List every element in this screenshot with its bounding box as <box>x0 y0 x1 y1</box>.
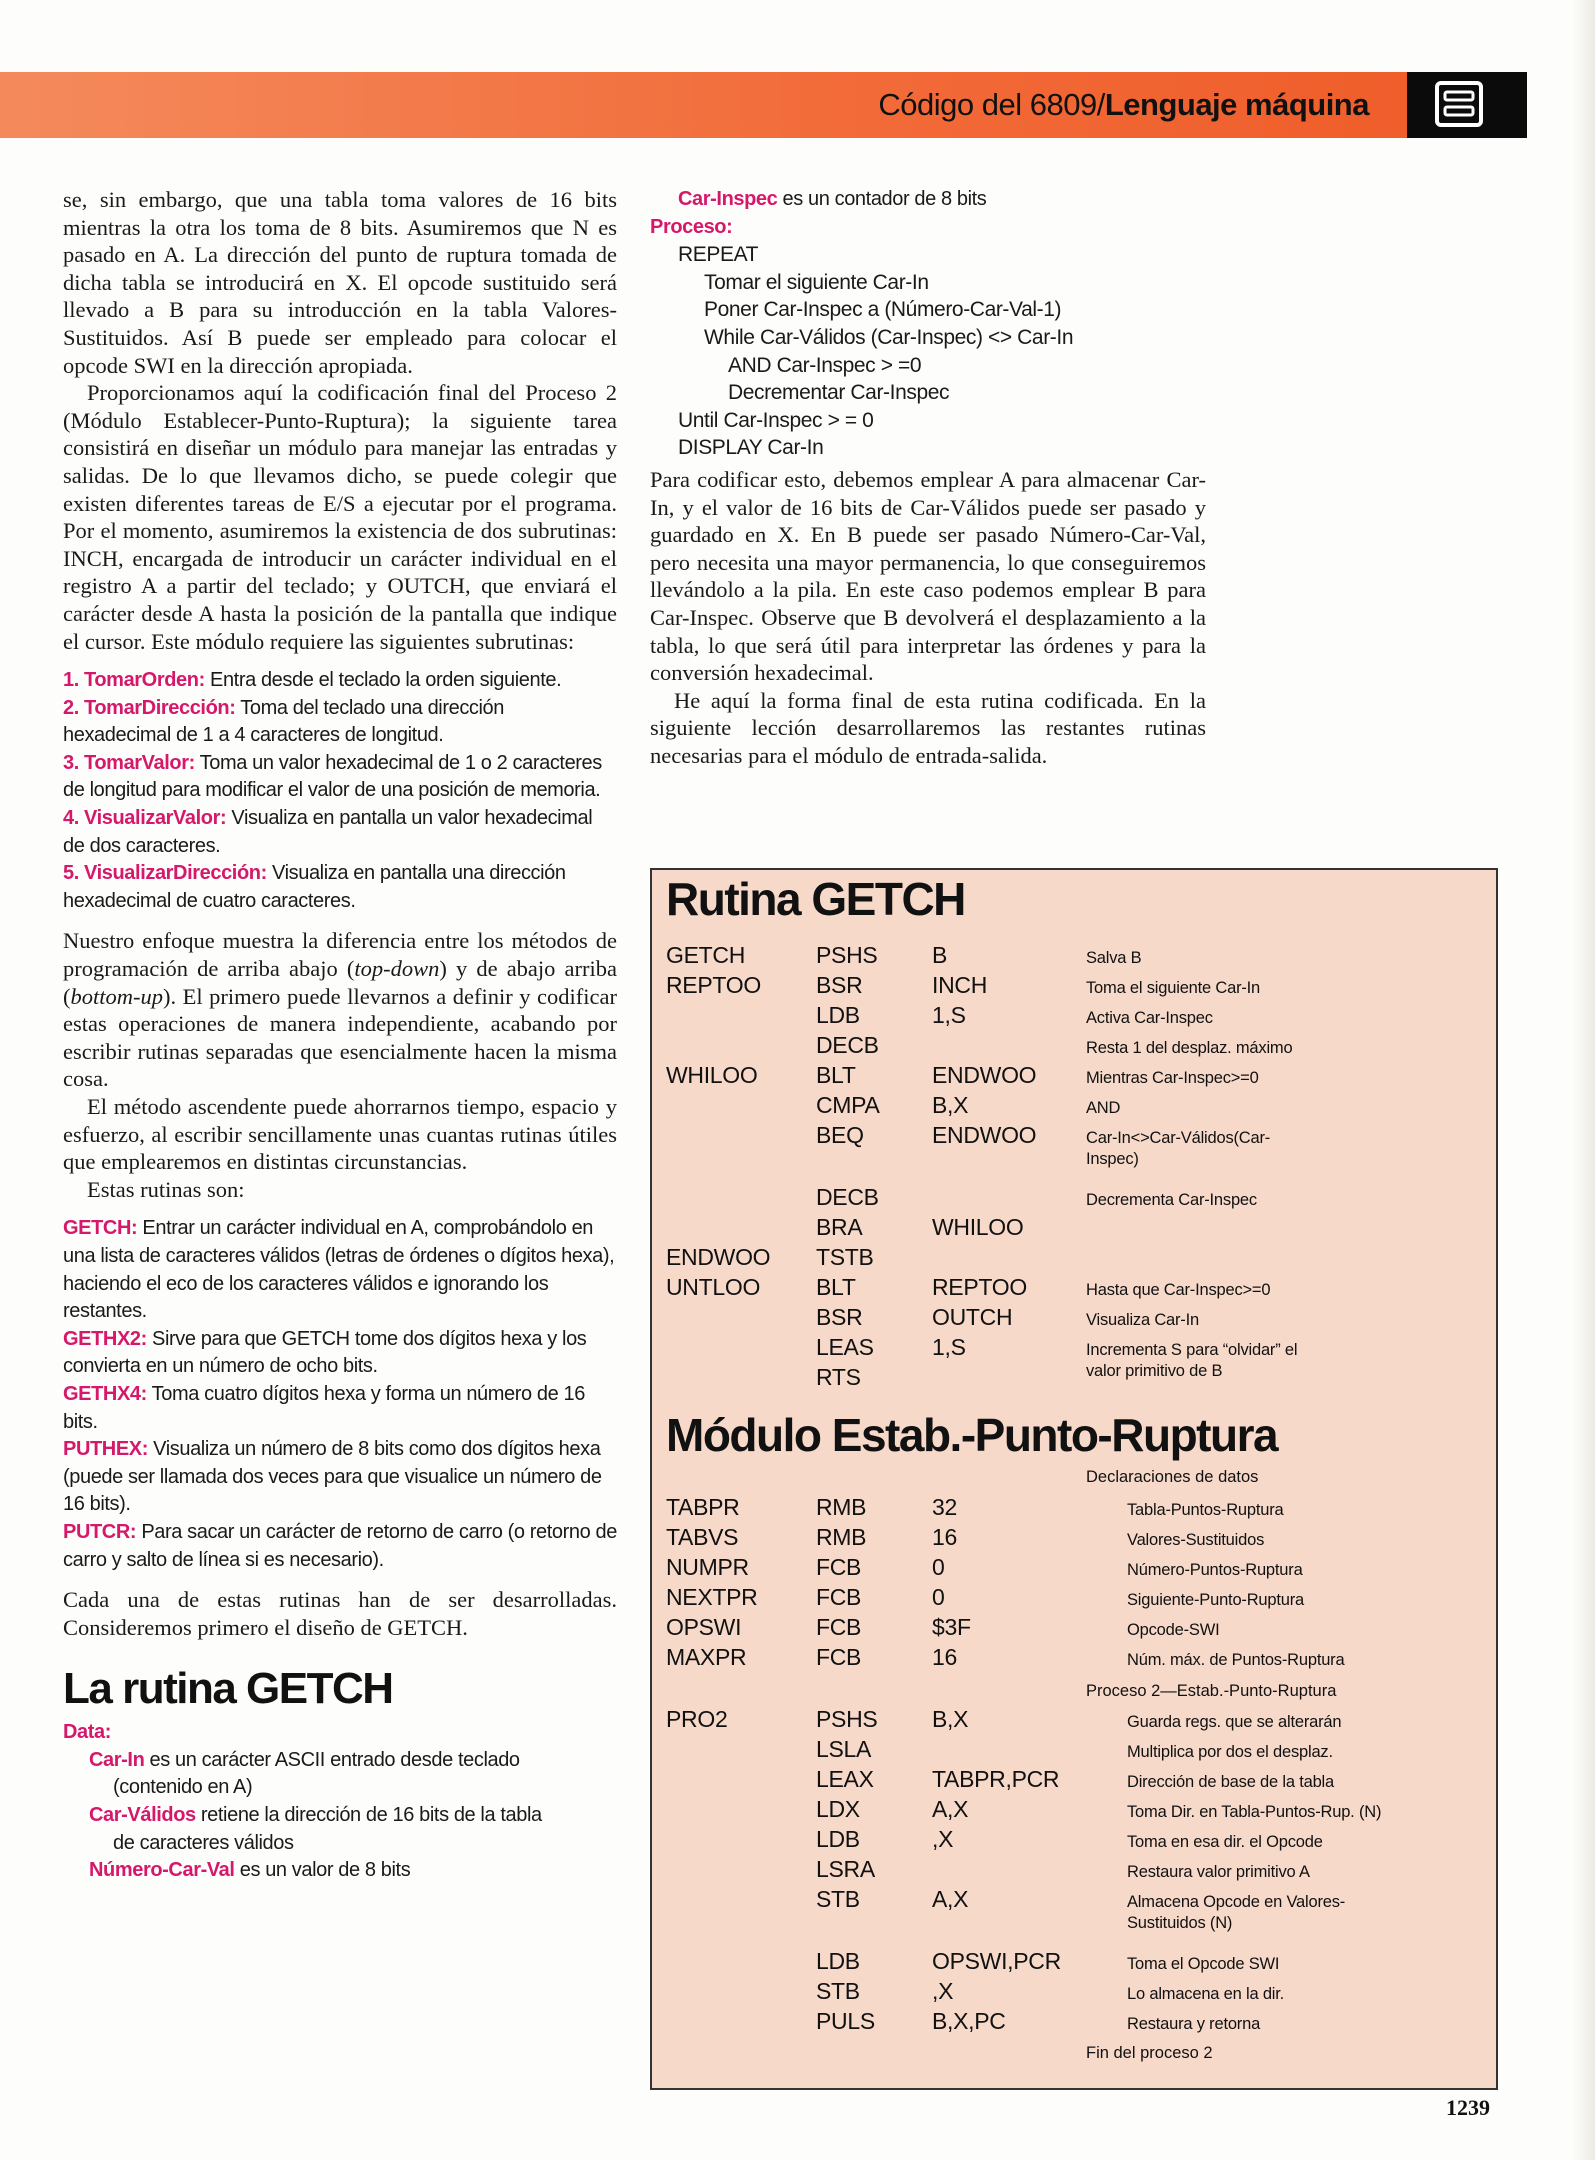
middle-column <box>650 186 1206 769</box>
para3-italic-2: bottom-up <box>70 983 163 1009</box>
routine-name-gethx4: GETHX4: <box>63 1382 147 1405</box>
subroutine-name-4: 4. VisualizarValor: <box>63 807 227 830</box>
code-arg: B <box>932 942 948 968</box>
proc-comment: Toma en esa dir. el Opcode <box>1127 1833 1323 1851</box>
proc-comment: Multiplica por dos el desplaz. <box>1127 1743 1333 1761</box>
routine-item-gethx4 <box>63 1381 617 1436</box>
para3-part-a: Nuestro enfoque muestra la diferencia entre los métodos de programación de arriba abajo ( <box>63 928 617 982</box>
code-arg: B,X <box>932 1092 969 1118</box>
page-spine-shadow <box>1572 0 1595 2160</box>
data-label-text: Data: <box>63 1721 112 1744</box>
para3-part-c: ). El primero puede llevarnos a definir y codificar estas operaciones de manera independiente, acabando por escribir rutinas separadas que esencialmente hacen la misma cosa. <box>63 983 617 1092</box>
code-label: GETCH <box>666 942 746 968</box>
subroutine-item-2 <box>63 695 617 750</box>
pseudo-line-2: Tomar el siguiente Car-In <box>704 270 929 294</box>
routine-text-puthex: Visualiza un número de 8 bits como dos dígitos hexa (puede ser llamada dos veces para que visualice un número de 16 bits). <box>63 1438 602 1516</box>
code-op: CMPA <box>816 1092 880 1118</box>
decl-op: FCB <box>816 1554 862 1580</box>
proc-op: STB <box>816 1886 860 1912</box>
code-arg: WHILOO <box>932 1214 1024 1240</box>
decl-comment: Opcode-SWI <box>1127 1621 1220 1639</box>
subroutine-item-5 <box>63 860 617 915</box>
left-para-4: El método ascendente puede ahorrarnos tiempo, espacio y esfuerzo, al escribir sencillamente unas cuantas rutinas útiles que emplearemos en distintas circunstancias. <box>63 1094 617 1175</box>
proc-arg: ,X <box>932 1826 954 1852</box>
code-label: WHILOO <box>666 1062 758 1088</box>
mid-para-1: Para codificar esto, debemos emplear A para almacenar Car-In, y el valor de 16 bits de Car-Válidos puede ser pasado y guardado en X. En B puede ser pasado Número-Car-Val, pero necesita una mayor permanencia, lo que conseguiremos llevándolo a la pila. En este caso podemos emplear B para Car-Inspec. Observe que B devolverá el desplazamiento a la tabla, lo que será útil para interpretar las órdenes y para la conversión hexadecimal. <box>650 466 1206 686</box>
proc-arg: OPSWI,PCR <box>932 1948 1061 1974</box>
data-item-car-in <box>89 1747 617 1775</box>
decl-arg: 0 <box>932 1554 945 1580</box>
pseudo-line-1: REPEAT <box>678 243 759 267</box>
routine-item-gethx2 <box>63 1326 617 1381</box>
proc-arg: A,X <box>932 1886 969 1912</box>
carinspec-name: Car-Inspec <box>678 188 778 210</box>
data-name-car-in: Car-In <box>89 1748 145 1771</box>
section-title: La rutina GETCH <box>63 1664 393 1714</box>
routine-name-putcr: PUTCR: <box>63 1520 137 1543</box>
proc-comment: Almacena Opcode en Valores-Sustituidos (N) <box>1127 1893 1346 1932</box>
left-para-6: Cada una de estas rutinas han de ser desarrolladas. Consideremos primero el diseño de GETCH. <box>63 1587 617 1640</box>
proceso-label-text: Proceso: <box>650 215 733 238</box>
routine-item-getch <box>63 1215 617 1325</box>
code-comment: Mientras Car-Inspec>=0 <box>1086 1069 1259 1087</box>
decl-comment: Tabla-Puntos-Ruptura <box>1127 1501 1284 1519</box>
subroutine-name-5: 5. VisualizarDirección: <box>63 862 267 885</box>
decl-op: FCB <box>816 1584 862 1610</box>
code-op: DECB <box>816 1032 879 1058</box>
routine-text-getch: Entrar un carácter individual en A, comprobándolo en una lista de caracteres válidos (letras de órdenes o dígitos hexa), haciendo el eco de los caracteres válidos e ignorando los restantes. <box>63 1217 615 1323</box>
subroutine-text-1: Entra desde el teclado la orden siguiente. <box>204 669 562 692</box>
data-label <box>63 1719 617 1747</box>
subroutine-text-2: Toma del teclado una dirección hexadecimal de 1 a 4 caracteres de longitud. <box>63 696 505 747</box>
decl-label: OPSWI <box>666 1614 742 1640</box>
code-arg: REPTOO <box>932 1274 1027 1300</box>
para3-italic-1: top-down <box>354 956 440 982</box>
data-item-numero-car-val <box>89 1857 617 1885</box>
code-box <box>650 868 1498 2090</box>
pseudocode <box>650 241 1206 462</box>
decl-arg: 32 <box>932 1494 957 1520</box>
code-op: BSR <box>816 972 863 998</box>
code-comment: AND <box>1086 1099 1121 1117</box>
pseudo-line-3: Poner Car-Inspec a (Número-Car-Val-1) <box>704 298 1062 322</box>
code-op: BLT <box>816 1274 856 1300</box>
decl-comment: Número-Puntos-Ruptura <box>1127 1561 1303 1579</box>
data-list <box>63 1747 617 1885</box>
pseudo-line-8: DISPLAY Car-In <box>678 436 824 460</box>
decl-op: FCB <box>816 1614 862 1640</box>
decl-op: FCB <box>816 1644 862 1670</box>
proceso-label <box>650 214 1206 242</box>
pseudo-line-6: Decrementar Car-Inspec <box>728 381 950 405</box>
subroutine-list <box>63 667 617 915</box>
code-op: BLT <box>816 1062 856 1088</box>
routine-name-getch: GETCH: <box>63 1217 138 1240</box>
code-op: BEQ <box>816 1122 864 1148</box>
decl-label: NEXTPR <box>666 1584 758 1610</box>
proc-arg: TABPR,PCR <box>932 1766 1060 1792</box>
decl-comment: Valores-Sustituidos <box>1127 1531 1265 1549</box>
code-arg: INCH <box>932 972 988 998</box>
routine-text-putcr: Para sacar un carácter de retorno de carro (o retorno de carro y salto de línea si es necesario). <box>63 1520 617 1571</box>
subroutine-name-3: 3. TomarValor: <box>63 751 195 774</box>
code-op: BSR <box>816 1304 863 1330</box>
code-title-getch: Rutina GETCH <box>666 873 965 925</box>
decl-comment: Siguiente-Punto-Ruptura <box>1127 1591 1305 1609</box>
code-comment: Hasta que Car-Inspec>=0 <box>1086 1281 1271 1299</box>
page-number: 1239 <box>1446 2095 1490 2120</box>
subroutine-name-2: 2. TomarDirección: <box>63 696 236 719</box>
data-name-car-validos: Car-Válidos <box>89 1804 196 1827</box>
code-op: LDB <box>816 1002 860 1028</box>
code-title-module: Módulo Estab.-Punto-Ruptura <box>666 1409 1278 1461</box>
header-bold: Lenguaje máquina <box>1104 87 1369 122</box>
proc-comment: Lo almacena en la dir. <box>1127 1985 1285 2003</box>
proc-comment: Dirección de base de la tabla <box>1127 1773 1335 1791</box>
proc-op: LDX <box>816 1796 860 1822</box>
proc-comment: Restaura valor primitivo A <box>1127 1863 1310 1881</box>
decl-arg: 16 <box>932 1524 957 1550</box>
code-arg: 1,S <box>932 1334 966 1360</box>
code-label: ENDWOO <box>666 1244 771 1270</box>
process-header: Proceso 2—Estab.-Punto-Ruptura <box>1086 1682 1337 1700</box>
code-comment: Car-In<>Car-Válidos(Car-Inspec) <box>1086 1129 1271 1168</box>
routine-text-gethx4: Toma cuatro dígitos hexa y forma un número de 16 bits. <box>63 1382 585 1433</box>
decl-arg: 16 <box>932 1644 957 1670</box>
decl-op: RMB <box>816 1524 867 1550</box>
left-para-5: Estas rutinas son: <box>87 1176 245 1202</box>
subroutine-item-3 <box>63 750 617 805</box>
code-comment: Salva B <box>1086 949 1142 967</box>
code-op: RTS <box>816 1364 861 1390</box>
left-para-3 <box>63 927 617 1093</box>
decl-label: NUMPR <box>666 1554 749 1580</box>
subroutine-item-1 <box>63 667 617 695</box>
data-cont-car-in: (contenido en A) <box>113 1776 253 1799</box>
para3-part-b: ) y de abajo arriba ( <box>63 956 617 1009</box>
code-op: PSHS <box>816 942 878 968</box>
proc-arg: A,X <box>932 1796 969 1822</box>
routine-list <box>63 1215 617 1574</box>
code-op: TSTB <box>816 1244 874 1270</box>
data-cont-car-validos: de caracteres válidos <box>113 1831 294 1854</box>
routine-text-gethx2: Sirve para que GETCH tome dos dígitos hexa y los convierta en un número de ocho bits. <box>63 1327 587 1378</box>
code-op: BRA <box>816 1214 863 1240</box>
routine-name-puthex: PUTHEX: <box>63 1438 148 1461</box>
code-comment: Incrementa S para “olvidar” el valor primitivo de B <box>1086 1341 1298 1380</box>
subroutine-item-4 <box>63 805 617 860</box>
proc-op: LEAX <box>816 1766 874 1792</box>
code-op: DECB <box>816 1184 879 1210</box>
proc-label: PRO2 <box>666 1706 728 1732</box>
proc-arg: ,X <box>932 1978 954 2004</box>
data-text-numero-car-val: es un valor de 8 bits <box>234 1859 411 1882</box>
code-arg: ENDWOO <box>932 1062 1037 1088</box>
data-name-numero-car-val: Número-Car-Val <box>89 1859 235 1882</box>
routine-item-putcr <box>63 1519 617 1574</box>
subroutine-text-5: Visualiza en pantalla una dirección hexadecimal de cuatro caracteres. <box>63 862 566 912</box>
decl-label: MAXPR <box>666 1644 747 1670</box>
proc-op: LSLA <box>816 1736 872 1762</box>
proc-op: LDB <box>816 1826 860 1852</box>
decl-label: TABPR <box>666 1494 740 1520</box>
process-end-label: Fin del proceso 2 <box>1086 2044 1213 2062</box>
mid-para-2: He aquí la forma final de esta rutina codificada. En la siguiente lección desarrollaremos las restantes rutinas necesarias para el módulo de entrada-salida. <box>650 687 1206 768</box>
code-arg: OUTCH <box>932 1304 1013 1330</box>
routine-name-gethx2: GETHX2: <box>63 1327 147 1350</box>
pseudo-line-7: Until Car-Inspec > = 0 <box>678 408 874 432</box>
code-op: LEAS <box>816 1334 874 1360</box>
pseudo-line-5: AND Car-Inspec > =0 <box>728 353 922 377</box>
code-label: REPTOO <box>666 972 761 998</box>
routine-item-puthex <box>63 1436 617 1519</box>
data-text-car-in: es un carácter ASCII entrado desde teclado <box>144 1748 520 1771</box>
code-arg: 1,S <box>932 1002 966 1028</box>
code-comment: Activa Car-Inspec <box>1086 1009 1213 1027</box>
data-text-car-validos: retiene la dirección de 16 bits de la tabla <box>195 1804 542 1827</box>
decl-arg: $3F <box>932 1614 971 1640</box>
proc-comment: Guarda regs. que se alterarán <box>1127 1713 1342 1731</box>
subroutine-text-4: Visualiza en pantalla un valor hexadecimal de dos caracteres. <box>63 807 593 857</box>
subroutine-name-1: 1. TomarOrden: <box>63 669 205 692</box>
code-arg: ENDWOO <box>932 1122 1037 1148</box>
proc-arg: B,X,PC <box>932 2008 1006 2034</box>
code-comment: Decrementa Car-Inspec <box>1086 1191 1257 1209</box>
proc-op: LDB <box>816 1948 860 1974</box>
proc-comment: Toma Dir. en Tabla-Puntos-Rup. (N) <box>1127 1803 1382 1821</box>
left-column <box>63 186 617 1885</box>
left-para-2: Proporcionamos aquí la codificación final del Proceso 2 (Módulo Establecer-Punto-Ruptura); la siguiente tarea consistirá en diseñar un módulo para manejar las entradas y salidas. De lo que llevamos dicho, se puede colegir que existen diferentes tareas de E/S a ejecutar por el programa. Por el momento, asumiremos la existencia de dos subrutinas: INCH, encargada de introducir un carácter individual en el registro A a partir del teclado; y OUTCH, que enviará el carácter desde A hasta la posición de la pantalla que indique el cursor. Este módulo requiere las siguientes subrutinas: <box>63 380 617 654</box>
code-comment: Resta 1 del desplaz. máximo <box>1086 1039 1293 1057</box>
proc-op: STB <box>816 1978 860 2004</box>
decl-arg: 0 <box>932 1584 945 1610</box>
proc-comment: Restaura y retorna <box>1127 2015 1261 2033</box>
proc-op: PULS <box>816 2008 875 2034</box>
proc-op: PSHS <box>816 1706 878 1732</box>
left-para-1: se, sin embargo, que una tabla toma valores de 16 bits mientras la otra los toma de 8 bits. Asumiremos que N es pasado en A. La dirección del punto de ruptura tomada de dicha tabla se introducirá en X. El opcode sustituido será llevado a B para su introducción en la tabla Valores-Sustituidos. Así B puede ser empleado para colocar el opcode SWI en la dirección apropiada. <box>63 187 617 378</box>
pseudo-line-4: While Car-Válidos (Car-Inspec) <> Car-In <box>704 325 1074 349</box>
code-comment: Visualiza Car-In <box>1086 1311 1199 1329</box>
proc-arg: B,X <box>932 1706 969 1732</box>
carinspec-line <box>650 186 1206 214</box>
subroutine-text-3: Toma un valor hexadecimal de 1 o 2 caracteres de longitud para modificar el valor de una posición de memoria. <box>63 751 602 802</box>
proc-comment: Toma el Opcode SWI <box>1127 1955 1280 1973</box>
proc-op: LSRA <box>816 1856 875 1882</box>
carinspec-text: es un contador de 8 bits <box>777 188 987 210</box>
declarations-header: Declaraciones de datos <box>1086 1468 1259 1486</box>
decl-label: TABVS <box>666 1524 739 1550</box>
decl-comment: Núm. máx. de Puntos-Ruptura <box>1127 1651 1345 1669</box>
decl-op: RMB <box>816 1494 867 1520</box>
data-item-car-validos <box>89 1802 617 1830</box>
header-prefix: Código del 6809/ <box>878 87 1105 122</box>
computer-icon <box>1432 80 1486 130</box>
running-header <box>878 82 1369 128</box>
code-label: UNTLOO <box>666 1274 761 1300</box>
code-comment: Toma el siguiente Car-In <box>1086 979 1261 997</box>
